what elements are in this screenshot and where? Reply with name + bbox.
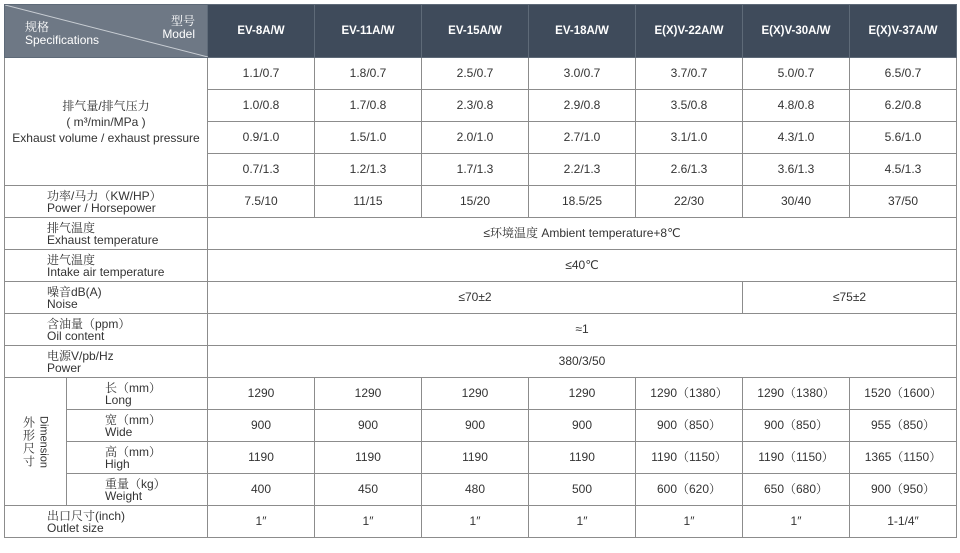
wide-label-en: Wide: [105, 424, 133, 439]
outlet-cell: 1″: [529, 506, 636, 538]
noise-label-en: Noise: [47, 296, 78, 311]
exhaust-cell: 6.2/0.8: [850, 90, 957, 122]
dimension-cell: 900: [208, 410, 315, 442]
outlet-label-cn: 出口尺寸(inch): [47, 508, 126, 523]
power-cell: 11/15: [315, 186, 422, 218]
long-label-cn: 长（mm）: [105, 380, 161, 395]
dimension-label-en: Dimension: [37, 415, 50, 468]
exhaust-cell: 3.5/0.8: [636, 90, 743, 122]
noise-value-b: ≤75±2: [743, 282, 957, 314]
dimension-cell: 1290: [208, 378, 315, 410]
dimension-cell: 500: [529, 474, 636, 506]
exhaust-cell: 4.5/1.3: [850, 154, 957, 186]
exhaust-cell: 2.2/1.3: [529, 154, 636, 186]
dimension-cell: 1520（1600）: [850, 378, 957, 410]
exhaust-cell: 3.6/1.3: [743, 154, 850, 186]
dimension-row: [5, 442, 957, 474]
model-header: EV-15A/W: [422, 5, 529, 58]
dimension-cell: 900: [529, 410, 636, 442]
power-label-en: Power / Horsepower: [47, 200, 156, 215]
exhaust-label: [5, 58, 208, 186]
outlet-label: [5, 506, 208, 538]
outlet-cell: 1″: [208, 506, 315, 538]
outlet-cell: 1″: [743, 506, 850, 538]
exhaust-cell: 4.8/0.8: [743, 90, 850, 122]
spec-label-en: Specifications: [25, 33, 100, 47]
dimension-sub-label: [67, 410, 208, 442]
exhaust-label-en: Exhaust volume / exhaust pressure: [12, 130, 200, 145]
noise-label-cn: 噪音dB(A): [47, 284, 102, 299]
exhaust-cell: 2.0/1.0: [422, 122, 529, 154]
intake-temp-row: [5, 250, 957, 282]
exhaust-cell: 2.6/1.3: [636, 154, 743, 186]
dimension-cell: 600（620）: [636, 474, 743, 506]
dimension-cell: 1290（1380）: [636, 378, 743, 410]
dimension-cell: 900（950）: [850, 474, 957, 506]
outlet-cell: 1″: [636, 506, 743, 538]
exhaust-cell: 2.9/0.8: [529, 90, 636, 122]
dimension-cell: 1190（1150）: [636, 442, 743, 474]
exhaust-cell: 4.3/1.0: [743, 122, 850, 154]
exhaust-cell: 6.5/0.7: [850, 58, 957, 90]
supply-label: [5, 346, 208, 378]
dimension-cell: 900: [315, 410, 422, 442]
model-header: EV-11A/W: [315, 5, 422, 58]
spec-table: [4, 4, 957, 538]
dimension-cell: 1190（1150）: [743, 442, 850, 474]
power-label: [5, 186, 208, 218]
exhaust-temp-label-en: Exhaust temperature: [47, 232, 159, 247]
outlet-label-en: Outlet size: [47, 520, 104, 535]
dimension-sub-label: [67, 378, 208, 410]
outlet-row: [5, 506, 957, 538]
exhaust-label-cn: 排气量/排气压力: [62, 98, 150, 113]
exhaust-cell: 1.1/0.7: [208, 58, 315, 90]
exhaust-cell: 2.7/1.0: [529, 122, 636, 154]
exhaust-row: [5, 58, 957, 90]
intake-temp-label: [5, 250, 208, 282]
exhaust-cell: 1.2/1.3: [315, 154, 422, 186]
noise-row: [5, 282, 957, 314]
spec-label-cn: 规格: [25, 20, 50, 34]
supply-label-en: Power: [47, 360, 82, 375]
dimension-row: [5, 410, 957, 442]
model-header: EV-8A/W: [208, 5, 315, 58]
power-cell: 15/20: [422, 186, 529, 218]
exhaust-temp-value: ≤环境温度 Ambient temperature+8℃: [208, 218, 957, 250]
intake-temp-label-cn: 进气温度: [47, 252, 96, 267]
supply-label-cn: 电源V/pb/Hz: [47, 348, 114, 363]
dimension-cell: 1290: [422, 378, 529, 410]
dimension-cell: 1190: [315, 442, 422, 474]
dimension-cell: 1190: [422, 442, 529, 474]
supply-value: 380/3/50: [208, 346, 957, 378]
wide-label-cn: 宽（mm）: [105, 412, 161, 427]
model-header: E(X)V-22A/W: [636, 5, 743, 58]
dimension-label: [5, 378, 67, 506]
oil-label-en: Oil content: [47, 328, 105, 343]
exhaust-temp-label-cn: 排气温度: [47, 220, 96, 235]
power-row: [5, 186, 957, 218]
spec-label: [25, 21, 99, 47]
exhaust-label-unit: ( m³/min/MPa ): [66, 114, 146, 129]
exhaust-cell: 2.3/0.8: [422, 90, 529, 122]
power-cell: 18.5/25: [529, 186, 636, 218]
exhaust-cell: 1.5/1.0: [315, 122, 422, 154]
dimension-cell: 1290: [315, 378, 422, 410]
high-label-en: High: [105, 456, 130, 471]
exhaust-cell: 1.7/1.3: [422, 154, 529, 186]
dimension-cell: 1290: [529, 378, 636, 410]
dimension-label-cn: 外形尺寸: [21, 415, 36, 468]
weight-label-cn: 重量（kg）: [105, 476, 166, 491]
oil-value: ≈1: [208, 314, 957, 346]
model-label: [162, 15, 195, 41]
dimension-cell: 650（680）: [743, 474, 850, 506]
high-label-cn: 高（mm）: [105, 444, 161, 459]
outlet-cell: 1″: [315, 506, 422, 538]
dimension-cell: 1190: [529, 442, 636, 474]
exhaust-cell: 3.7/0.7: [636, 58, 743, 90]
power-label-cn: 功率/马力（KW/HP）: [47, 188, 162, 203]
dimension-cell: 400: [208, 474, 315, 506]
model-label-en: Model: [162, 27, 195, 41]
weight-label-en: Weight: [105, 488, 143, 503]
dimension-sub-label: [67, 442, 208, 474]
spec-sheet: [4, 4, 956, 549]
dimension-row: [5, 474, 957, 506]
exhaust-cell: 5.0/0.7: [743, 58, 850, 90]
exhaust-temp-row: [5, 218, 957, 250]
exhaust-cell: 3.1/1.0: [636, 122, 743, 154]
exhaust-cell: 5.6/1.0: [850, 122, 957, 154]
model-header: EV-18A/W: [529, 5, 636, 58]
dimension-cell: 1365（1150）: [850, 442, 957, 474]
exhaust-cell: 1.0/0.8: [208, 90, 315, 122]
outlet-cell: 1-1/4″: [850, 506, 957, 538]
exhaust-cell: 2.5/0.7: [422, 58, 529, 90]
noise-label: [5, 282, 208, 314]
exhaust-cell: 0.7/1.3: [208, 154, 315, 186]
power-cell: 22/30: [636, 186, 743, 218]
exhaust-cell: 1.7/0.8: [315, 90, 422, 122]
oil-label: [5, 314, 208, 346]
dimension-cell: 480: [422, 474, 529, 506]
long-label-en: Long: [105, 392, 132, 407]
dimension-cell: 900（850）: [636, 410, 743, 442]
power-cell: 30/40: [743, 186, 850, 218]
model-header: E(X)V-37A/W: [850, 5, 957, 58]
oil-label-cn: 含油量（ppm）: [47, 316, 131, 331]
exhaust-cell: 0.9/1.0: [208, 122, 315, 154]
dimension-sub-label: [67, 474, 208, 506]
dimension-cell: 900: [422, 410, 529, 442]
dimension-cell: 1290（1380）: [743, 378, 850, 410]
dimension-cell: 900（850）: [743, 410, 850, 442]
noise-value-a: ≤70±2: [208, 282, 743, 314]
power-cell: 37/50: [850, 186, 957, 218]
dimension-cell: 450: [315, 474, 422, 506]
header-row: [5, 5, 957, 58]
outlet-cell: 1″: [422, 506, 529, 538]
model-header: E(X)V-30A/W: [743, 5, 850, 58]
power-cell: 7.5/10: [208, 186, 315, 218]
exhaust-temp-label: [5, 218, 208, 250]
dimension-cell: 1190: [208, 442, 315, 474]
dimension-row: [5, 378, 957, 410]
exhaust-cell: 3.0/0.7: [529, 58, 636, 90]
supply-row: [5, 346, 957, 378]
intake-temp-value: ≤40℃: [208, 250, 957, 282]
dimension-cell: 955（850）: [850, 410, 957, 442]
model-label-cn: 型号: [170, 14, 195, 28]
exhaust-cell: 1.8/0.7: [315, 58, 422, 90]
header-corner: [5, 5, 208, 58]
intake-temp-label-en: Intake air temperature: [47, 264, 165, 279]
oil-row: [5, 314, 957, 346]
